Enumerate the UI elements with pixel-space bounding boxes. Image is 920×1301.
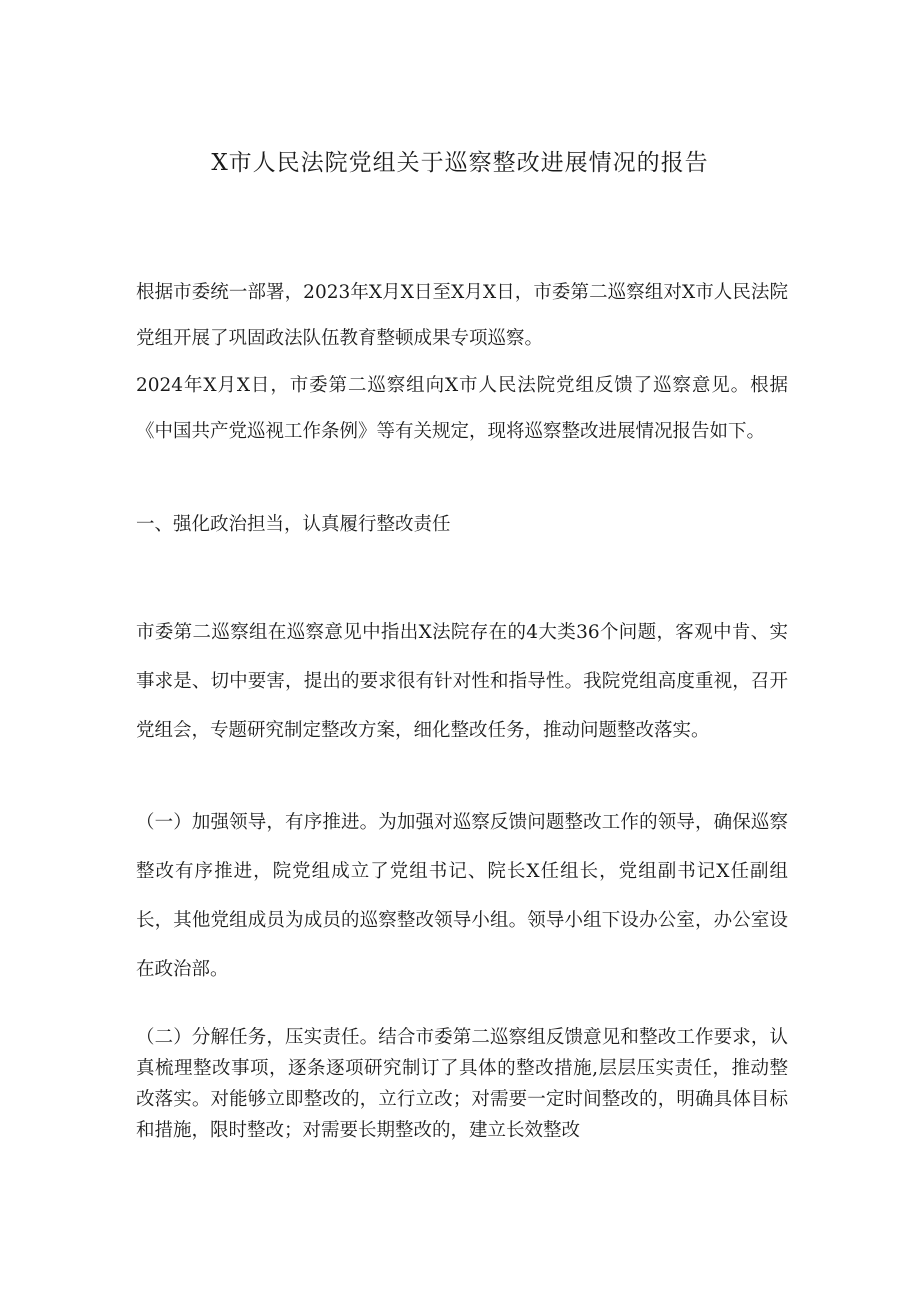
intro-paragraph-1: 根据市委统一部署，2023年X月X日至X月X日，市委第二巡察组对X市人民法院党组开展了巩固政法队伍教育整顿成果专项巡察。 bbox=[136, 282, 788, 349]
item-2-paragraph: （二）分解任务，压实责任。结合市委第二巡察组反馈意见和整改工作要求，认真梳理整改事项，逐条逐项研究制订了具体的整改措施,层层压实责任，推动整改落实。对能够立即整改的，立行立改；对需要一定时间整改的，明确具体目标和措施，限时整改；对需要长期整改的，建立长效整改 bbox=[136, 1027, 788, 1141]
section-1-body: 市委第二巡察组在巡察意见中指出X法院存在的4大类36个问题，客观中肯、实事求是、切中要害，提出的要求很有针对性和指导性。我院党组高度重视，召开党组会，专题研究制定整改方案，细化整改任务，推动问题整改落实。 bbox=[136, 622, 788, 741]
intro-paragraph-2: 2024年X月X日，市委第二巡察组向X市人民法院党组反馈了巡察意见。根据《中国共产党巡视工作条例》等有关规定，现将巡察整改进展情况报告如下。 bbox=[136, 375, 788, 442]
item-1-paragraph: （一）加强领导，有序推进。为加强对巡察反馈问题整改工作的领导，确保巡察整改有序推进，院党组成立了党组书记、院长X任组长，党组副书记X任副组长，其他党组成员为成员的巡察整改领导小组。领导小组下设办公室，办公室设在政治部。 bbox=[136, 812, 788, 980]
section-heading-1: 一、强化政治担当，认真履行整改责任 bbox=[136, 514, 451, 535]
document-title: X市人民法院党组关于巡察整改进展情况的报告 bbox=[211, 150, 709, 176]
